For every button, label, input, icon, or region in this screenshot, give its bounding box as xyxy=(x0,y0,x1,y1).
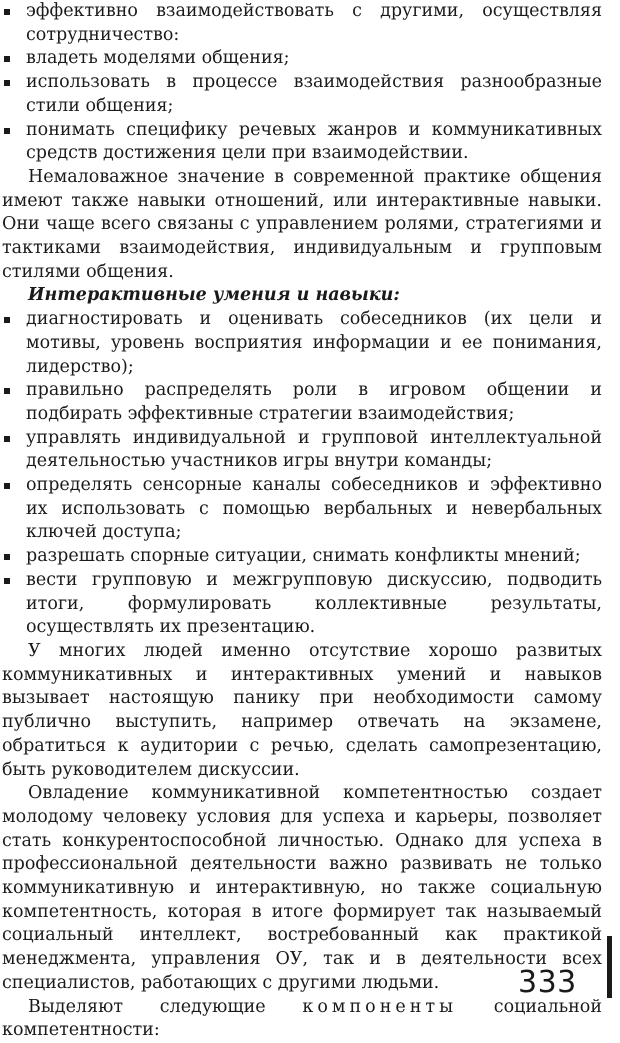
subheading-interactive: Интерактивные умения и навыки: xyxy=(28,285,400,306)
paragraph-panic: У многих людей именно отсутствие хорошо развитых коммуникативных и интерактивных умений и навыков вызывает настоящую панику при необходимости самому публично выступить, например отвечать на экзамене, обратиться к аудитории с речью, сделать самопрезентацию, быть руководителем дискуссии. xyxy=(2,640,602,780)
paragraph-components xyxy=(2,996,602,1043)
list-item: правильно распределять роли в игровом общении и подбирать эффективные стратегии взаимодействия; xyxy=(2,379,602,426)
paragraph-interactive-skills: Немаловажное значение в современной практике общения имеют также навыки отношений, или интерактивные навыки. Они чаще всего связаны с управлением ролями, стратегиями и тактиками взаимодействия, индивидуальным и групповым стилями общения. xyxy=(2,166,602,282)
list-item: управлять индивидуальной и групповой интеллектуальной деятельностью участников игры внутри команды; xyxy=(2,427,602,474)
list-item: владеть моделями общения; xyxy=(2,47,602,71)
list-item: диагностировать и оценивать собеседников (их цели и мотивы, уровень восприятия информации и ее понимания, лидерство); xyxy=(2,308,602,379)
list-item: эффективно взаимодействовать с другими, осуществляя сотрудничество: xyxy=(2,0,602,47)
list-item: разрешать спорные ситуации, снимать конфликты мнений; xyxy=(2,545,602,569)
components-lead-text: Выделяют следующие xyxy=(28,996,303,1017)
page-body xyxy=(2,0,602,1043)
list-item: определять сенсорные каналы собеседников и эффективно их использовать с помощью вербальных и невербальных ключей доступа; xyxy=(2,474,602,545)
interactive-skills-list xyxy=(2,308,602,640)
page-edge-mark xyxy=(607,936,612,998)
components-tail-text: социальной компетентности: xyxy=(2,996,602,1041)
list-item: вести групповую и межгрупповую дискуссию, подводить итоги, формулировать коллективные результаты, осуществлять их презентацию. xyxy=(2,569,602,640)
paragraph-competence: Овладение коммуникативной компетентностью создает молодому человеку условия для успеха и карьеры, позволяет стать конкурентоспособной личностью. Однако для успеха в профессиональной деятельности важно развивать не только коммуникативную и интерактивную, но также социальную компетентность, которая в итоге формирует так называемый социальный интеллект, востребованный как практикой менеджмента, управления ОУ, так и в деятельности всех специалистов, работающих с другими людьми. xyxy=(2,783,602,993)
list-item: понимать специфику речевых жанров и коммуникативных средств достижения цели при взаимодействии. xyxy=(2,119,602,166)
page-number: 333 xyxy=(518,965,577,1000)
list-item: использовать в процессе взаимодействия разнообразные стили общения; xyxy=(2,71,602,118)
components-spaced-word: компоненты xyxy=(302,996,458,1017)
communication-skills-list xyxy=(2,0,602,166)
